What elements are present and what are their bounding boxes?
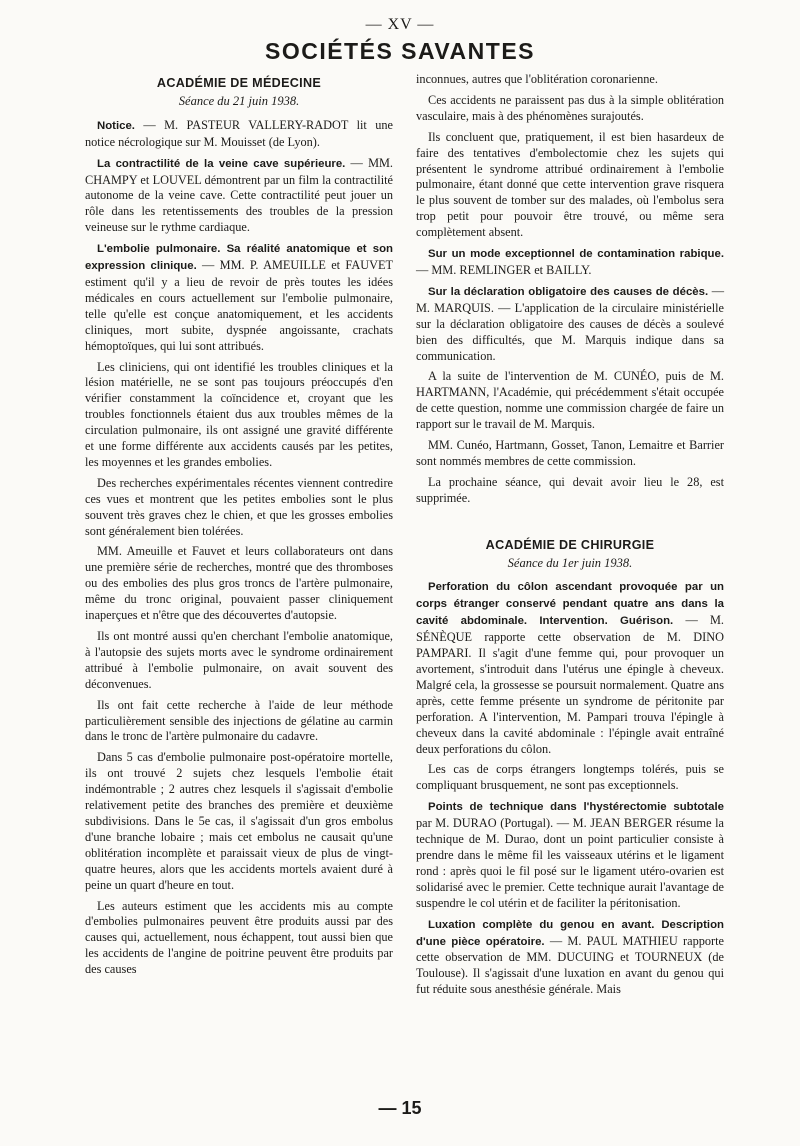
paragraph: A la suite de l'intervention de M. CUNÉO, puis de M. HARTMANN, l'Académie, qui précédemment s'était occupée de cette question, nomme une commission chargée de faire un rapport sur le travail de M. Marquis. [416,369,724,432]
left-column [85,72,393,983]
roman-page-number: — XV — [365,16,435,33]
paragraph [85,118,393,151]
section-spacer [416,512,724,534]
section-title-chirurgie: ACADÉMIE DE CHIRURGIE [485,537,655,552]
paragraph-text: — M. PASTEUR VALLERY-RADOT lit une notice nécrologique sur M. Mouisset (de Lyon). [85,117,393,149]
paragraph [416,246,724,279]
paragraph-heading: Perforation du côlon ascendant provoquée par un corps étranger conservé pendant quatre ans dans la cavité abdominale. Intervention. Guérison. [416,581,724,628]
paragraph-heading: L'embolie pulmonaire. Sa réalité anatomique et son expression clinique. [85,243,393,273]
paragraph [85,156,393,237]
paragraph [416,284,724,365]
paragraph-heading: Sur la déclaration obligatoire des causes de décès. [428,285,709,298]
paragraph: MM. Ameuille et Fauvet et leurs collaborateurs ont dans une première série de recherches, montré que des thromboses ou des embolies des plus gros troncs de l'artère pulmonaire, même du tronc original, pouvaient passer cliniquement inaperçues et n'être que des découvertes d'autopsie. [85,544,393,623]
paragraph: Les cas de corps étrangers longtemps tolérés, puis se compliquant brusquement, ne sont pas exceptionnels. [416,762,724,793]
paragraph: La prochaine séance, qui devait avoir lieu le 28, est supprimée. [416,474,724,505]
paragraph-heading: Notice. [97,119,135,132]
paragraph: Ils ont fait cette recherche à l'aide de leur méthode particulièrement sensible des injections de gélatine au carmin dans le tronc de l'artère pulmonaire du cadavre. [85,697,393,744]
paragraph: Ils ont montré aussi qu'en cherchant l'embolie anatomique, à l'autopsie des sujets morts avec le syndrome ordinairement attribué à l'embolie pulmonaire, on avait souvent des déconvenues. [85,629,393,691]
paragraph-heading: Points de technique dans l'hystérectomie subtotale [428,801,724,814]
paragraph-heading: Luxation complète du genou en avant. Description d'une pièce opératoire. [416,918,724,948]
paragraph-text: — M. MARQUIS. — L'application de la circulaire ministérielle sur la déclaration obligatoire des causes de décès a soulevé bien des difficultés, que M. Marquis indique dans sa communication. [416,283,724,363]
paragraph: Dans 5 cas d'embolie pulmonaire post-opératoire mortelle, ils ont trouvé 2 sujets chez lesquels l'embolie était indémontrable ; 2 autres chez lesquels il s'agissait d'embolie relativement petite des branches des première et deuxième subdivisions. Dans le 5e cas, il s'agissait d'un gros embolus d'une branche lobaire ; mais cet embolus ne causait qu'une oblitération incomplète et paraissait vieux de plus de vingt-quatre heures, alors que les accidents mortels avaient duré à peine un quart d'heure en tout. [85,750,393,892]
paragraph-text: — M. SÉNÈQUE rapporte cette observation de M. DINO PAMPARI. Il s'agit d'une femme qui, pour provoquer un avortement, s'introduit dans l'utérus une épingle à cheveux. Malgré cela, la grossesse se poursuit normalement. Quatre ans après, cette femme présente un syndrome de péritonite par perforation. A l'intervention, M. Pampari trouva l'épingle à cheveux dans la cavité abdominale : l'épingle avait entraîné deux perforations du côlon. [416,613,724,756]
paragraph: Les cliniciens, qui ont identifié les troubles cliniques et la lésion matérielle, ne se sont pas toujours préoccupés d'en vérifier constamment la coïncidence et, croyant que les troubles fonctionnels étaient dus aux troubles mêmes de la circulation pulmonaire, ils ont assigné une gravité différente et une forme différente aux accidents causés par les petites, les moyennes et les grandes embolies. [85,359,393,469]
paragraph [85,241,393,354]
paragraph-text: — MM. CHAMPY et LOUVEL démontrent par un film la contractilité autonome de la veine cave. Cette contractilité peut jouer un rôle dans les retentissements des troubles de la pression veineuse sur le rythme cardiaque. [85,155,394,235]
paragraph [416,917,724,999]
paragraph [416,579,724,757]
paragraph: Ces accidents ne paraissent pas dus à la simple oblitération vasculaire, mais à des phénomènes surajoutés. [416,92,724,123]
paragraph: Ils concluent que, pratiquement, il est bien hasardeux de faire des tentatives d'embolectomie chez les sujets qui présentent le syndrome attribué ordinairement à l'embolie pulmonaire, étant donné que cette intervention grave risquera le plus souvent de tomber sur des malades, où l'embolus sera trop petit pour pouvoir être trouvé, ou même sera complètement absent. [416,129,724,240]
paragraph: MM. Cunéo, Hartmann, Gosset, Tanon, Lemaitre et Barrier sont nommés membres de cette commission. [416,438,724,468]
page-title: SOCIÉTÉS SAVANTES [264,38,536,64]
paragraph-text: par M. DURAO (Portugal). — M. JEAN BERGER résume la technique de M. Durao, dont un point particulier consiste à prendre dans le même fil les vaisseaux utérins et le ligament rond : après quoi le fil posé sur le ligament utéro-ovarien est solidarisé avec le premier. Cette technique aurait l'avantage de suspendre le col utérin et de faciliter la péritonisation. [416,816,724,910]
paragraph-text: — M. PAUL MATHIEU rapporte cette observation de MM. DUCUING et TOURNEUX (de Toulouse). Il s'agissait d'une luxation en avant du genou qui fut réduite sous anesthésie générale. Mais [416,933,725,997]
right-column [416,72,724,1003]
paragraph [416,799,724,911]
paragraph-heading: Sur un mode exceptionnel de contamination rabique. [428,248,724,261]
paragraph-text: — MM. REMLINGER et BAILLY. [416,262,592,277]
paragraph: Les auteurs estiment que les accidents mis au compte d'embolies pulmonaires peuvent être produits aussi par des causes qui, actuellement, nous échappent, tout aussi bien que les accidents de l'angine de poitrine peuvent être produits par des causes [85,898,393,977]
page-number: — 15 [378,1098,422,1118]
paragraph-heading: La contractilité de la veine cave supérieure. [97,157,346,170]
seance-date-medecine: Séance du 21 juin 1938. [178,93,300,108]
paragraph: inconnues, autres que l'oblitération coronarienne. [416,72,658,86]
seance-date-chirurgie: Séance du 1er juin 1938. [507,555,633,570]
paragraph-text: — MM. P. AMEUILLE et FAUVET estiment qu'il y a lieu de revoir de près toutes les idées médicales en cours actuellement sur l'embolie pulmonaire, telle qu'elle est conçue anatomiquement, et les accidents cliniques, mort subite, dyspnée angoissante, crachats hémoptoïques, qui lui sont attribués. [85,258,393,353]
paragraph: Des recherches expérimentales récentes viennent contredire ces vues et montrent que les petites embolies sont le plus souvent très graves chez le chien, et que les grosses embolies sont généralement bien tolérées. [85,475,393,538]
section-title-medecine: ACADÉMIE DE MÉDECINE [156,76,322,90]
